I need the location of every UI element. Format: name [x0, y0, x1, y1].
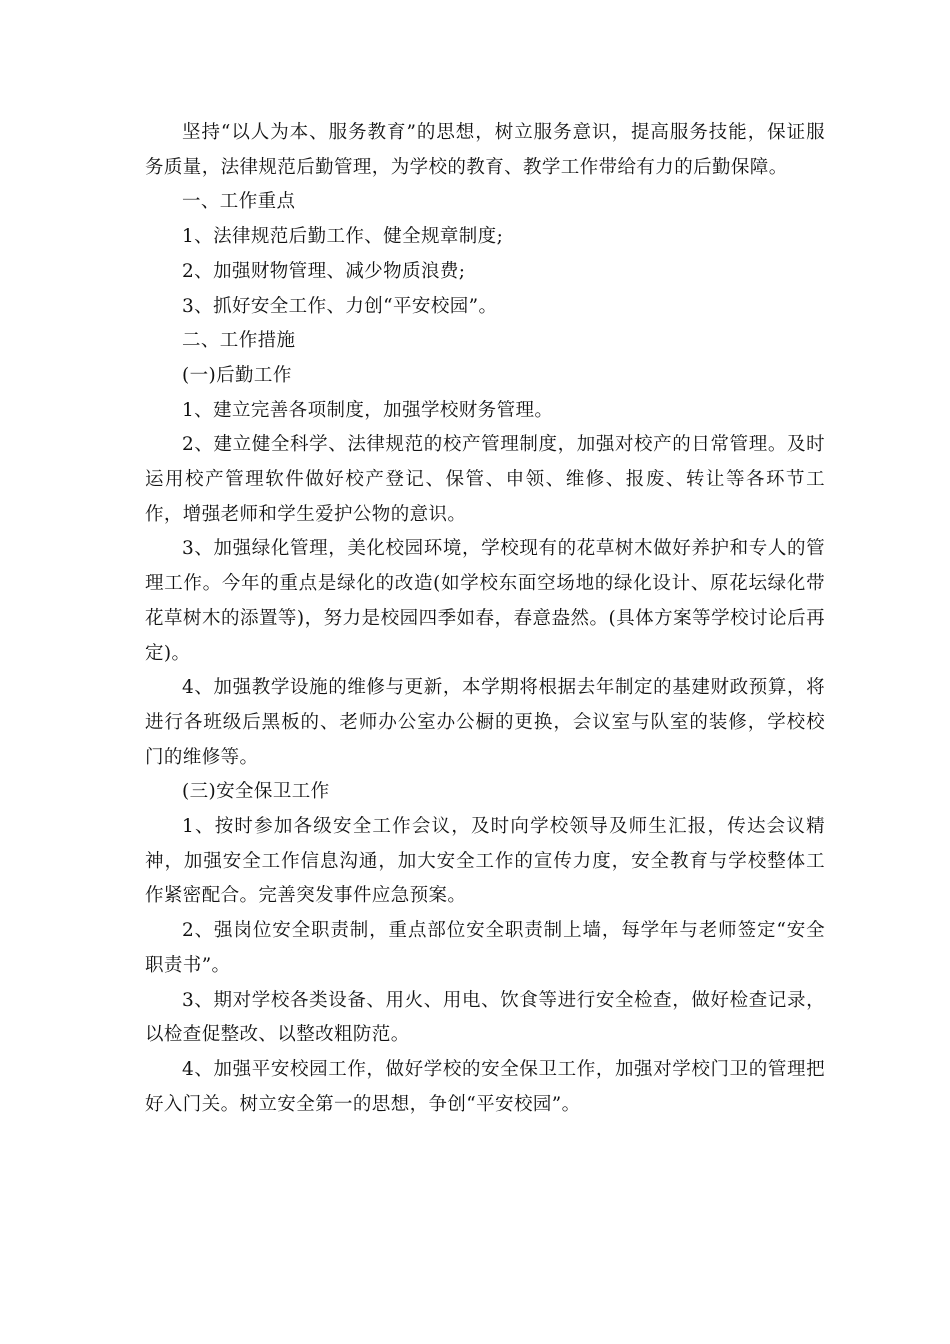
subsection-heading-security: (三)安全保卫工作 — [182, 781, 330, 803]
intro-paragraph: 坚持“以人为本、服务教育”的思想，树立服务意识，提高服务技能，保证服务质量，法律规范后勤管理，为学校的教育、教学工作带给有力的后勤保障。 — [145, 122, 825, 178]
section-heading-work-focus: 一、工作重点 — [182, 191, 296, 213]
security-item-1: 1、按时参加各级安全工作会议，及时向学校领导及师生汇报，传达会议精神，加强安全工作信息沟通，加大安全工作的宣传力度，安全教育与学校整体工作紧密配合。完善突发事件应急预案。 — [145, 816, 825, 907]
logistics-item-4: 4、加强教学设施的维修与更新，本学期将根据去年制定的基建财政预算，将进行各班级后黑板的、老师办公室办公橱的更换，会议室与队室的装修，学校校门的维修等。 — [145, 677, 825, 768]
section-heading-work-measures: 二、工作措施 — [182, 330, 296, 352]
security-item-3: 3、期对学校各类设备、用火、用电、饮食等进行安全检查，做好检查记录，以检查促整改、以整改粗防范。 — [145, 989, 825, 1046]
logistics-item-3: 3、加强绿化管理，美化校园环境，学校现有的花草树木做好养护和专人的管理工作。今年的重点是绿化的改造(如学校东面空场地的绿化设计、原花坛绿化带花草树木的添置等)，努力是校园四季如春，春意盎然。(具体方案等学校讨论后再定)。 — [145, 538, 825, 664]
logistics-item-1: 1、建立完善各项制度，加强学校财务管理。 — [182, 399, 554, 421]
focus-item-2: 2、加强财物管理、减少物质浪费; — [182, 260, 466, 282]
security-item-4: 4、加强平安校园工作，做好学校的安全保卫工作，加强对学校门卫的管理把好入门关。树立安全第一的思想，争创“平安校园”。 — [145, 1058, 825, 1115]
subsection-heading-logistics: (一)后勤工作 — [182, 364, 292, 386]
document-body — [145, 116, 825, 1122]
logistics-item-2: 2、建立健全科学、法律规范的校产管理制度，加强对校产的日常管理。及时运用校产管理软件做好校产登记、保管、申领、维修、报废、转让等各环节工作，增强老师和学生爱护公物的意识。 — [145, 434, 825, 525]
focus-item-3: 3、抓好安全工作、力创“平安校园”。 — [182, 295, 498, 317]
focus-item-1: 1、法律规范后勤工作、健全规章制度; — [182, 226, 504, 248]
security-item-2: 2、强岗位安全职责制，重点部位安全职责制上墙，每学年与老师签定“安全职责书”。 — [145, 920, 825, 976]
